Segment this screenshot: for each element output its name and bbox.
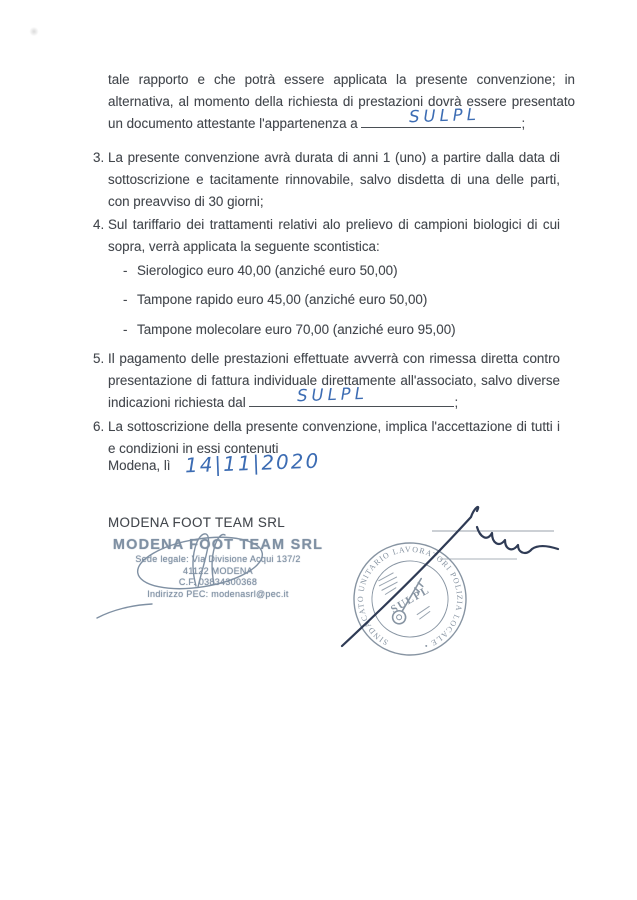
clause-text xyxy=(108,348,560,413)
company-stamp-name: MODENA FOOT TEAM SRL xyxy=(112,537,324,553)
clause-number: 4. xyxy=(93,217,105,232)
handwritten-union-name: SULPL xyxy=(409,104,481,127)
discount-list xyxy=(93,260,590,348)
dateline xyxy=(93,448,575,478)
stamp-fine-print xyxy=(377,566,432,628)
clause-text: La sottoscrizione della presente convenzione, implica l'accettazione di tutti i e condizioni in essi contenuti xyxy=(108,419,560,456)
discount-tampone-rapido: Tampone rapido euro 45,00 (anziché euro 50,00) xyxy=(137,292,428,308)
list-item xyxy=(123,260,590,282)
union-stamp-ring-text: SINDACATO UNITARIO LAVORATORI POLIZIA LOCALE • xyxy=(356,544,465,651)
company-stamp-fiscal-code: C.F. 03834300368 xyxy=(178,577,258,587)
list-item xyxy=(123,289,590,311)
intro-paragraph xyxy=(93,69,575,134)
key-icon xyxy=(384,579,433,626)
clause-3 xyxy=(93,147,560,212)
clause-text: La presente convenzione avrà durata di anni 1 (uno) a partire dalla data di sottoscrizione e tacitamente rinnovabile, salvo disdetta di una delle parti, con preavviso di 30 giorni; xyxy=(108,150,560,209)
handwritten-date: 14|11|2020 xyxy=(184,448,321,478)
handwritten-union-name: SULPL xyxy=(297,383,369,406)
bullet-dash: - xyxy=(123,263,128,278)
clause-5-suffix: ; xyxy=(454,394,459,410)
blank-line-membership xyxy=(361,104,521,128)
company-stamp-address: Sede legale: Via Divisione Acqui 137/2 xyxy=(135,554,301,564)
signature-rule-lines xyxy=(432,531,554,559)
company-name-line: MODENA FOOT TEAM SRL xyxy=(108,515,286,530)
scan-smudge xyxy=(29,27,39,36)
intro-suffix: ; xyxy=(521,115,526,131)
company-stamp-pec: Indirizzo PEC: modenasrl@pec.it xyxy=(147,588,289,599)
intro-text: tale rapporto e che potrà essere applicata la presente convenzione; in alternativa, al momento della richiesta di prestazioni dovrà essere presentato un documento attestante l'appartenenza a xyxy=(108,72,575,131)
company-stamp xyxy=(96,537,340,600)
blank-line-payment xyxy=(249,383,454,407)
union-stamp-center-text: SULPL xyxy=(388,583,433,616)
clause-number: 6. xyxy=(93,419,105,434)
dateline-label: Modena, lì xyxy=(108,458,171,473)
clause-4 xyxy=(93,214,560,258)
clause-number: 5. xyxy=(93,351,105,366)
clause-5 xyxy=(93,348,560,413)
discount-tampone-molecolare: Tampone molecolare euro 70,00 (anziché euro 95,00) xyxy=(137,321,456,337)
union-round-stamp xyxy=(339,528,480,669)
company-stamp-city: 41122 MODENA xyxy=(183,565,253,576)
clause-text: Sul tariffario dei trattamenti relativi alo prelievo di campioni biologici di cui sopra, verrà applicata la seguente scontistica: xyxy=(108,217,560,254)
discount-serologico: Sierologico euro 40,00 (anziché euro 50,00) xyxy=(137,263,398,278)
clause-number: 3. xyxy=(93,150,105,165)
list-item xyxy=(123,319,590,341)
clause-5-text: Il pagamento delle prestazioni effettuate avverrà con rimessa diretta contro presentazione di fattura individuale direttamente all'associato, salvo diverse indicazioni richiesta dal xyxy=(108,351,560,410)
bullet-dash: - xyxy=(123,292,128,308)
bullet-dash: - xyxy=(123,321,128,337)
